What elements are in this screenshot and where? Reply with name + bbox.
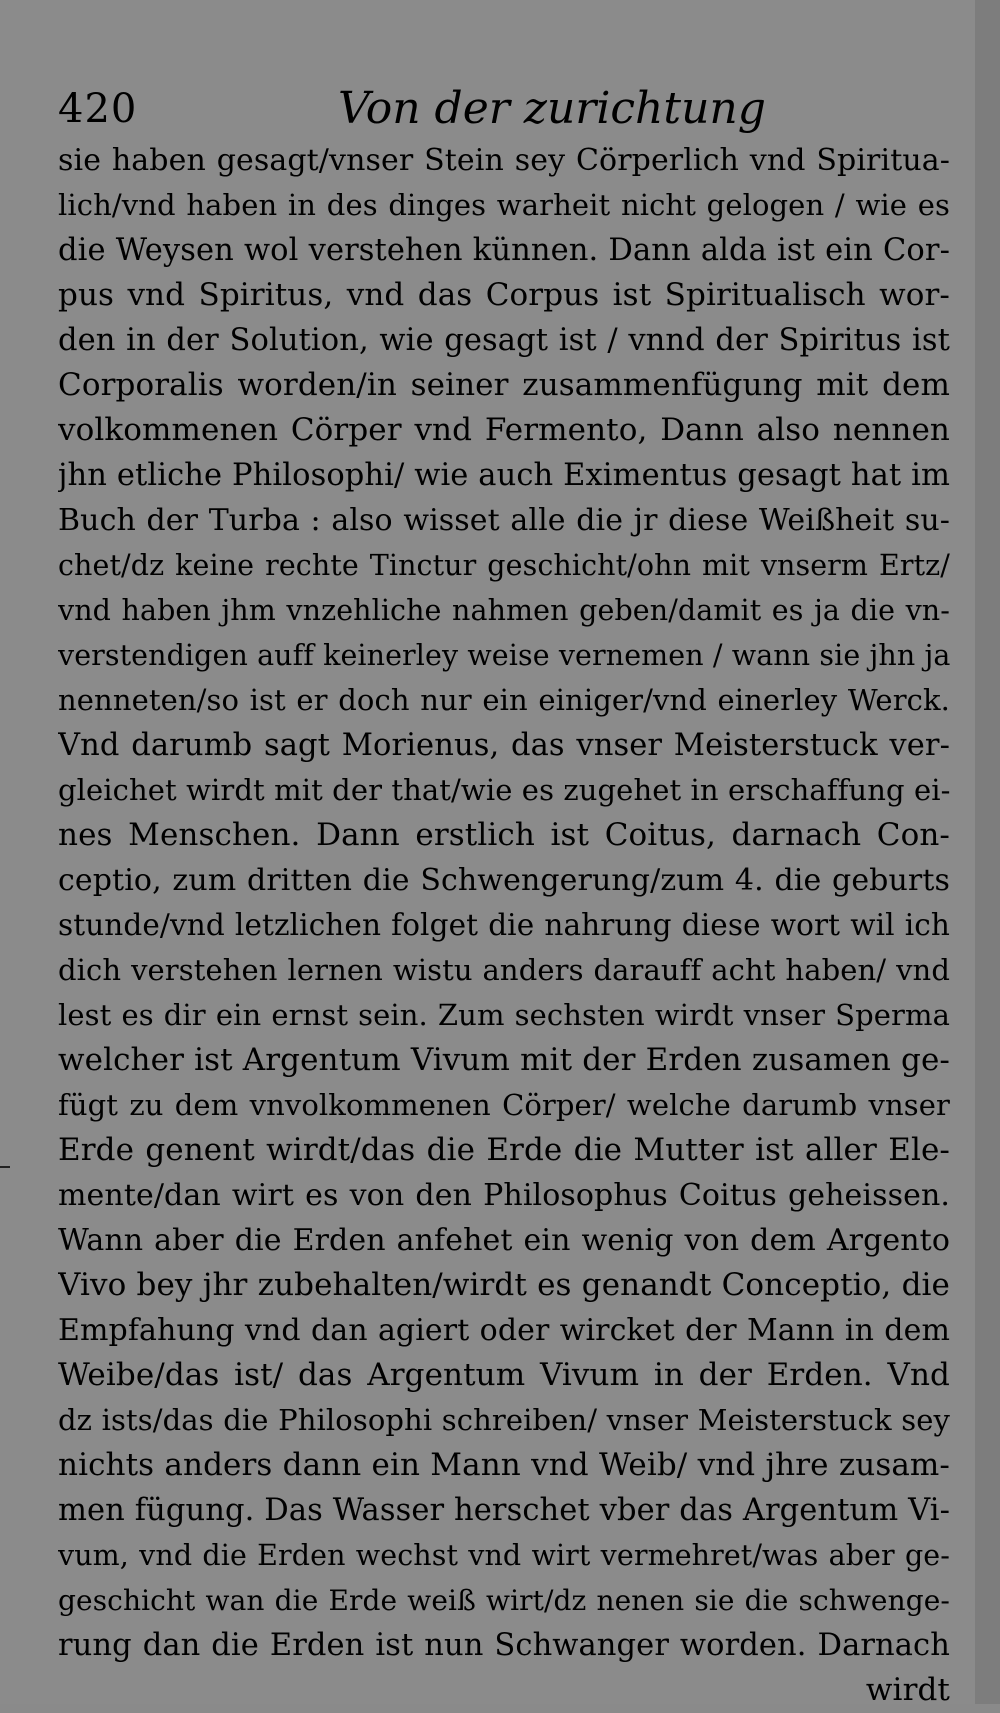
text-line: dz ists/das die Philosophi schreiben/ vnser Meisterstuck sey xyxy=(58,1403,950,1437)
page-number: 420 xyxy=(58,86,138,132)
text-line: fügt zu dem vnvolkommenen Cörper/ welche darumb vnser xyxy=(58,1088,950,1122)
text-line: gleichet wirdt mit der that/wie es zugehet in erschaffung ei- xyxy=(58,773,950,807)
text-line: jhn etliche Philosophi/ wie auch Eximentus gesagt hat im xyxy=(58,458,950,493)
margin-mark xyxy=(0,1166,10,1168)
text-line: nes Menschen. Dann erstlich ist Coitus, darnach Con- xyxy=(58,817,950,853)
text-line: pus vnd Spiritus, vnd das Corpus ist Spiritualisch wor- xyxy=(58,277,950,313)
text-line: lich/vnd haben in des dinges warheit nicht gelogen / wie es xyxy=(58,188,950,222)
page-header xyxy=(58,80,948,138)
text-line: stunde/vnd letzlichen folget die nahrung diese wort wil ich xyxy=(58,908,950,942)
text-line: volkommenen Cörper vnd Fermento, Dann also nennen xyxy=(58,412,950,448)
text-line: rung dan die Erden ist nun Schwanger worden. Darnach xyxy=(58,1628,950,1663)
text-line: verstendigen auff keinerley weise vernemen / wann sie jhn ja xyxy=(58,639,950,672)
text-line: dich verstehen lernen wistu anders darauff acht haben/ vnd xyxy=(58,953,950,987)
text-line: lest es dir ein ernst sein. Zum sechsten wirdt vnser Sperma xyxy=(58,998,950,1032)
text-line: Buch der Turba : also wisset alle die jr diese Weißheit su- xyxy=(58,503,950,538)
text-line: men fügung. Das Wasser herschet vber das Argentum Vi- xyxy=(58,1493,950,1528)
catchword: wirdt xyxy=(865,1672,950,1708)
text-line: geschicht wan die Erde weiß wirt/dz nenen sie die schwenge- xyxy=(58,1584,950,1617)
text-line: vnd haben jhm vnzehliche nahmen geben/damit es ja die vn- xyxy=(58,594,950,627)
text-line: den in der Solution, wie gesagt ist / vnnd der Spiritus ist xyxy=(58,323,950,358)
text-line: mente/dan wirt es von den Philosophus Coitus geheissen. xyxy=(58,1178,950,1213)
text-line: Empfahung vnd dan agiert oder wircket der Mann in dem xyxy=(58,1313,950,1348)
text-line: ceptio, zum dritten die Schwengerung/zum 4. die geburts xyxy=(58,863,950,898)
text-line: chet/dz keine rechte Tinctur geschicht/ohn mit vnserm Ertz/ xyxy=(58,549,950,582)
text-line: vum, vnd die Erden wechst vnd wirt vermehret/was aber ge- xyxy=(58,1539,950,1572)
body-text xyxy=(58,138,950,1713)
text-line: Weibe/das ist/ das Argentum Vivum in der Erden. Vnd xyxy=(58,1357,950,1393)
text-line: die Weysen wol verstehen künnen. Dann alda ist ein Cor- xyxy=(58,233,950,268)
running-title: Von der zurichtung xyxy=(338,83,766,134)
page-edge xyxy=(975,0,1000,1704)
text-line: Vnd darumb sagt Morienus, das vnser Meisterstuck ver- xyxy=(58,728,950,763)
text-line: welcher ist Argentum Vivum mit der Erden zusamen ge- xyxy=(58,1042,950,1078)
text-line: Erde genent wirdt/das die Erde die Mutter ist aller Ele- xyxy=(58,1132,950,1168)
text-line: sie haben gesagt/vnser Stein sey Cörperlich vnd Spiritua- xyxy=(58,143,950,178)
text-line: nenneten/so ist er doch nur ein einiger/vnd einerley Werck. xyxy=(58,683,950,717)
text-line: Corporalis worden/in seiner zusammenfügung mit dem xyxy=(58,367,950,403)
text-line: nichts anders dann ein Mann vnd Weib/ vnd jhre zusam- xyxy=(58,1447,950,1483)
text-line: Wann aber die Erden anfehet ein wenig von dem Argento xyxy=(58,1223,950,1258)
text-line: Vivo bey jhr zubehalten/wirdt es genandt Conceptio, die xyxy=(58,1267,950,1303)
